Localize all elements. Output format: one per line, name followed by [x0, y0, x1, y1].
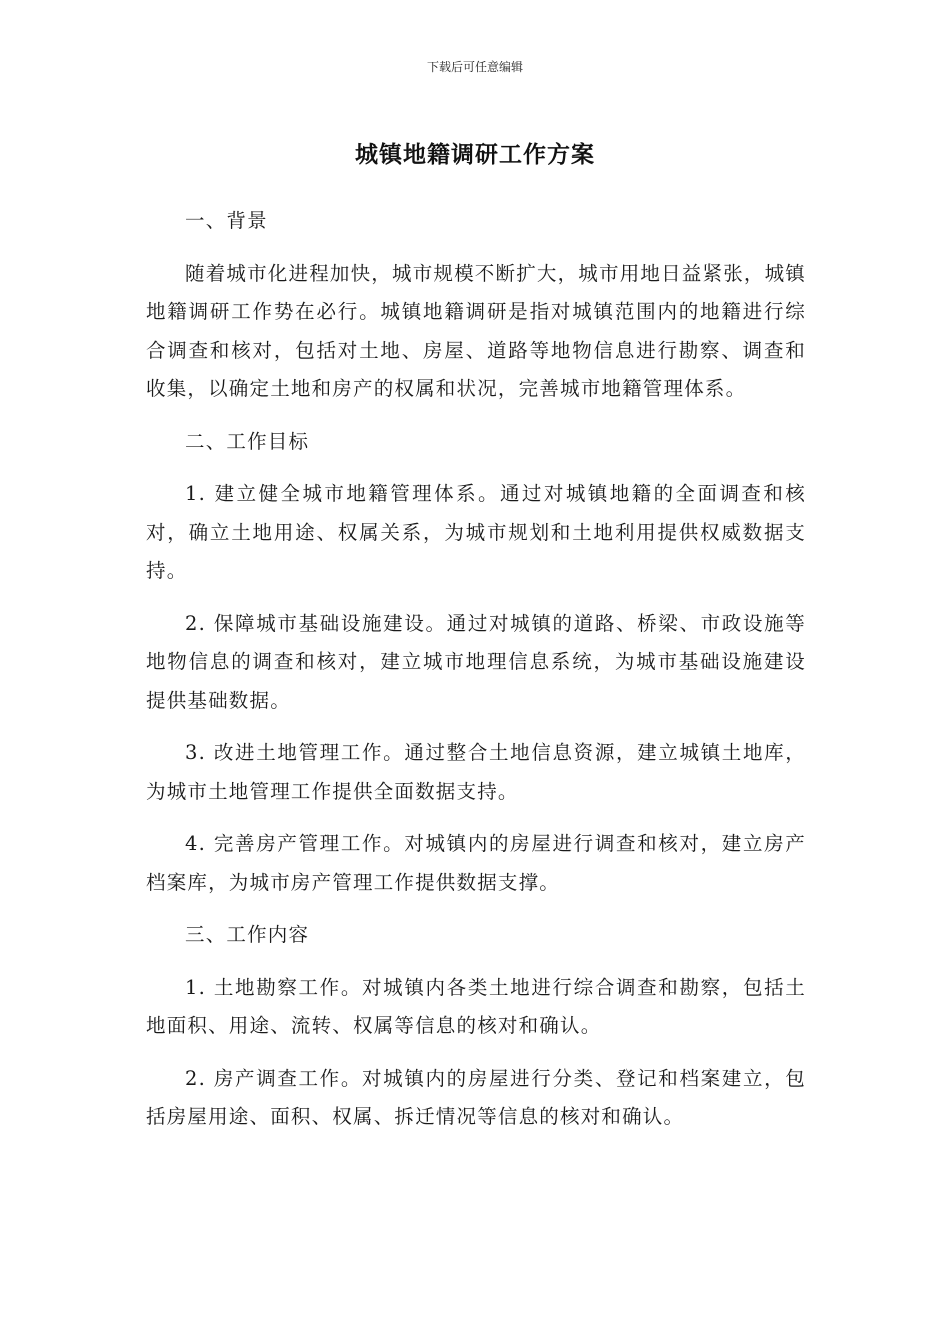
section-heading-goals: 二、工作目标	[185, 429, 310, 453]
section-heading-content: 三、工作内容	[185, 923, 310, 946]
paragraph-goal-4: 4. 完善房产管理工作。对城镇内的房屋进行调查和核对，建立房产档案库，为城市房产管理工作提供数据支撑。	[146, 832, 806, 894]
section-heading-background: 一、背景	[185, 209, 268, 232]
paragraph-goal-1: 1. 建立健全城市地籍管理体系。通过对城镇地籍的全面调查和核对，确立土地用途、权属关系，为城市规划和土地利用提供权威数据支持。	[146, 482, 806, 582]
paragraph-background: 随着城市化进程加快，城市规模不断扩大，城市用地日益紧张，城镇地籍调研工作势在必行。城镇地籍调研是指对城镇范围内的地籍进行综合调查和核对，包括对土地、房屋、道路等地物信息进行勘察、调查和收集，以确定土地和房产的权属和状况，完善城市地籍管理体系。	[146, 261, 807, 400]
paragraph-goal-2: 2. 保障城市基础设施建设。通过对城镇的道路、桥梁、市政设施等地物信息的调查和核对，建立城市地理信息系统，为城市基础设施建设提供基础数据。	[146, 611, 806, 712]
document-body	[146, 202, 806, 1151]
document-title: 城镇地籍调研工作方案	[355, 142, 595, 168]
paragraph-goal-3: 3. 改进土地管理工作。通过整合土地信息资源，建立城镇土地库，为城市土地管理工作提供全面数据支持。	[146, 741, 806, 803]
header-note: 下载后可任意编辑	[426, 60, 523, 74]
paragraph-content-1: 1. 土地勘察工作。对城镇内各类土地进行综合调查和勘察，包括土地面积、用途、流转、权属等信息的核对和确认。	[146, 975, 806, 1037]
paragraph-content-2: 2. 房产调查工作。对城镇内的房屋进行分类、登记和档案建立，包括房屋用途、面积、权属、拆迁情况等信息的核对和确认。	[146, 1066, 806, 1128]
